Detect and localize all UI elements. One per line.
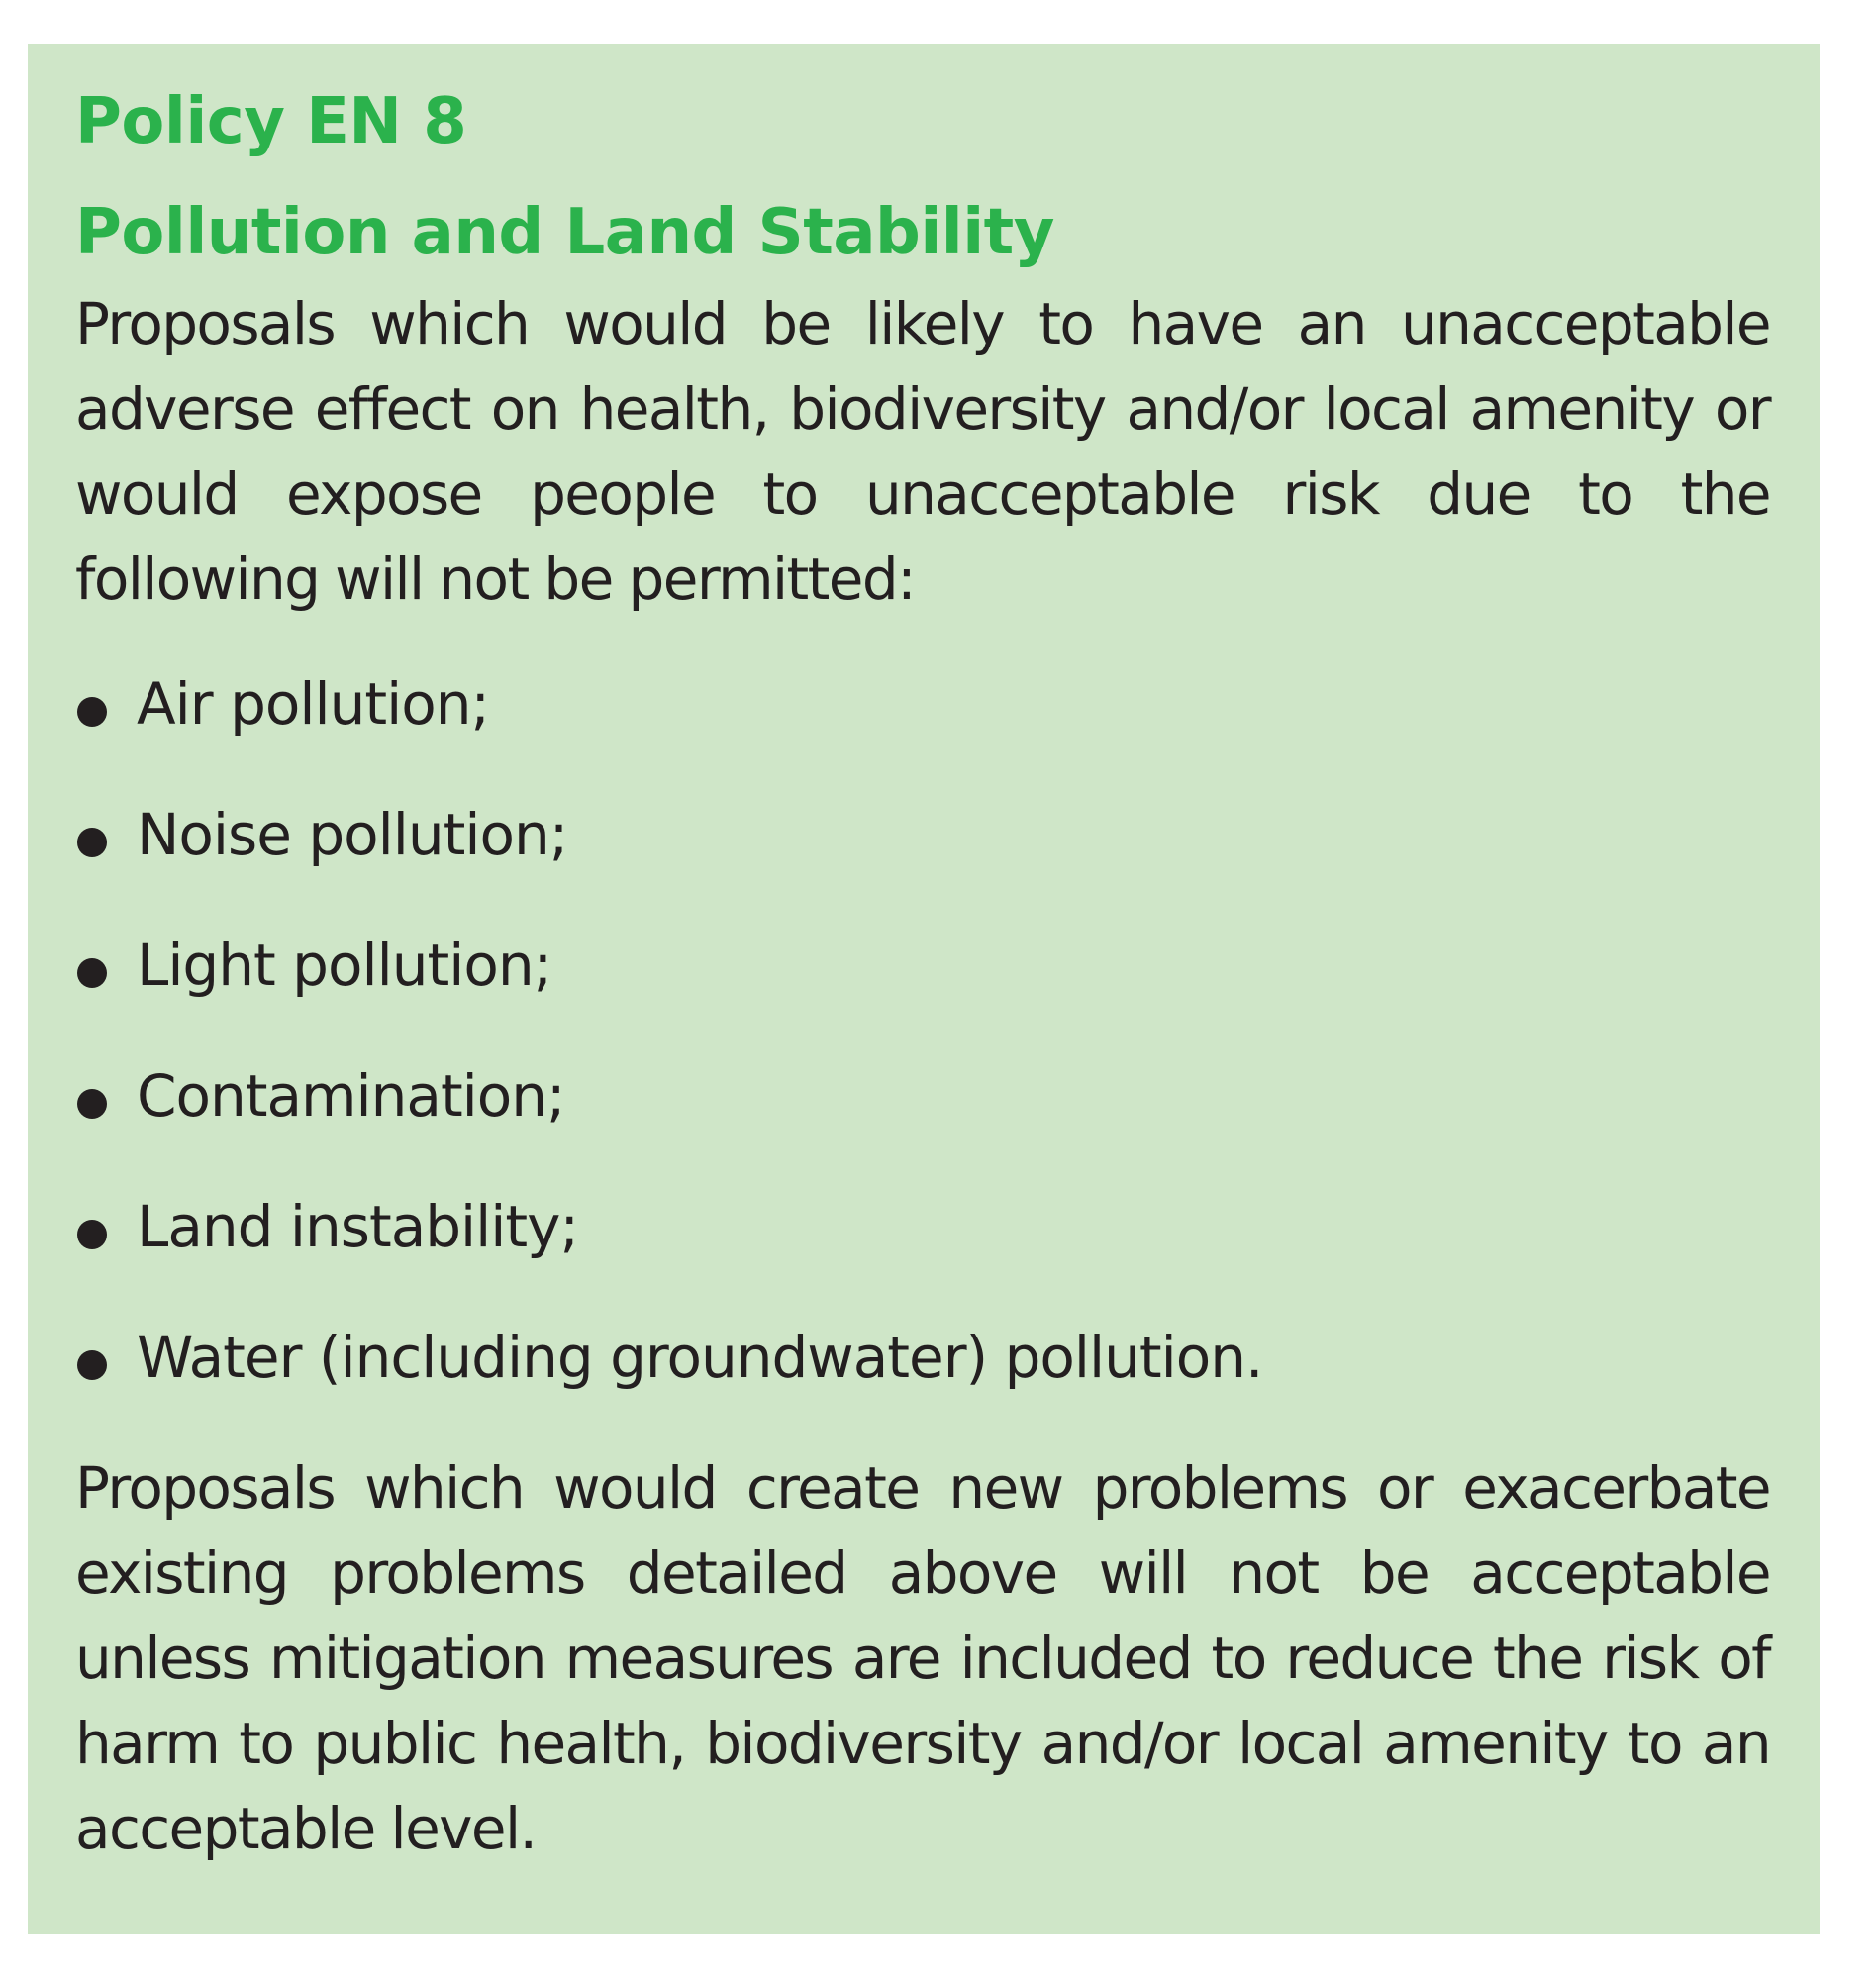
pollution-list xyxy=(75,661,1770,1400)
list-item xyxy=(75,792,1770,877)
bullet-icon xyxy=(77,1220,107,1249)
list-item xyxy=(75,661,1770,746)
bullet-icon xyxy=(77,828,107,857)
list-item xyxy=(75,1315,1770,1400)
policy-number: Policy EN 8 xyxy=(75,85,467,158)
list-item-label: Noise pollution; xyxy=(137,801,568,868)
list-item-label: Land instability; xyxy=(137,1193,579,1260)
list-item-label: Contamination; xyxy=(137,1062,565,1130)
policy-intro-paragraph: Proposals which would be likely to have an unacceptable adverse effect on health, biodiversity and/or local amenity or would expose people to unacceptable risk due to the following will not be permitted: xyxy=(75,290,1770,613)
policy-title: Pollution and Land Stability xyxy=(75,196,1054,269)
bullet-icon xyxy=(77,1089,107,1119)
list-item xyxy=(75,1053,1770,1138)
list-item xyxy=(75,1184,1770,1269)
list-item-label: Air pollution; xyxy=(137,670,490,738)
bullet-icon xyxy=(77,697,107,727)
bullet-icon xyxy=(77,1350,107,1380)
list-item-label: Water (including groundwater) pollution. xyxy=(137,1324,1263,1391)
policy-outro-paragraph: Proposals which would create new problems or exacerbate existing problems detailed above will not be acceptable unless mitigation measures are included to reduce the risk of harm to public health, biodiversity and/or local amenity to an acceptable level. xyxy=(75,1454,1770,1862)
list-item-label: Light pollution; xyxy=(137,932,552,999)
bullet-icon xyxy=(77,958,107,988)
policy-box xyxy=(28,44,1820,1934)
list-item xyxy=(75,923,1770,1008)
